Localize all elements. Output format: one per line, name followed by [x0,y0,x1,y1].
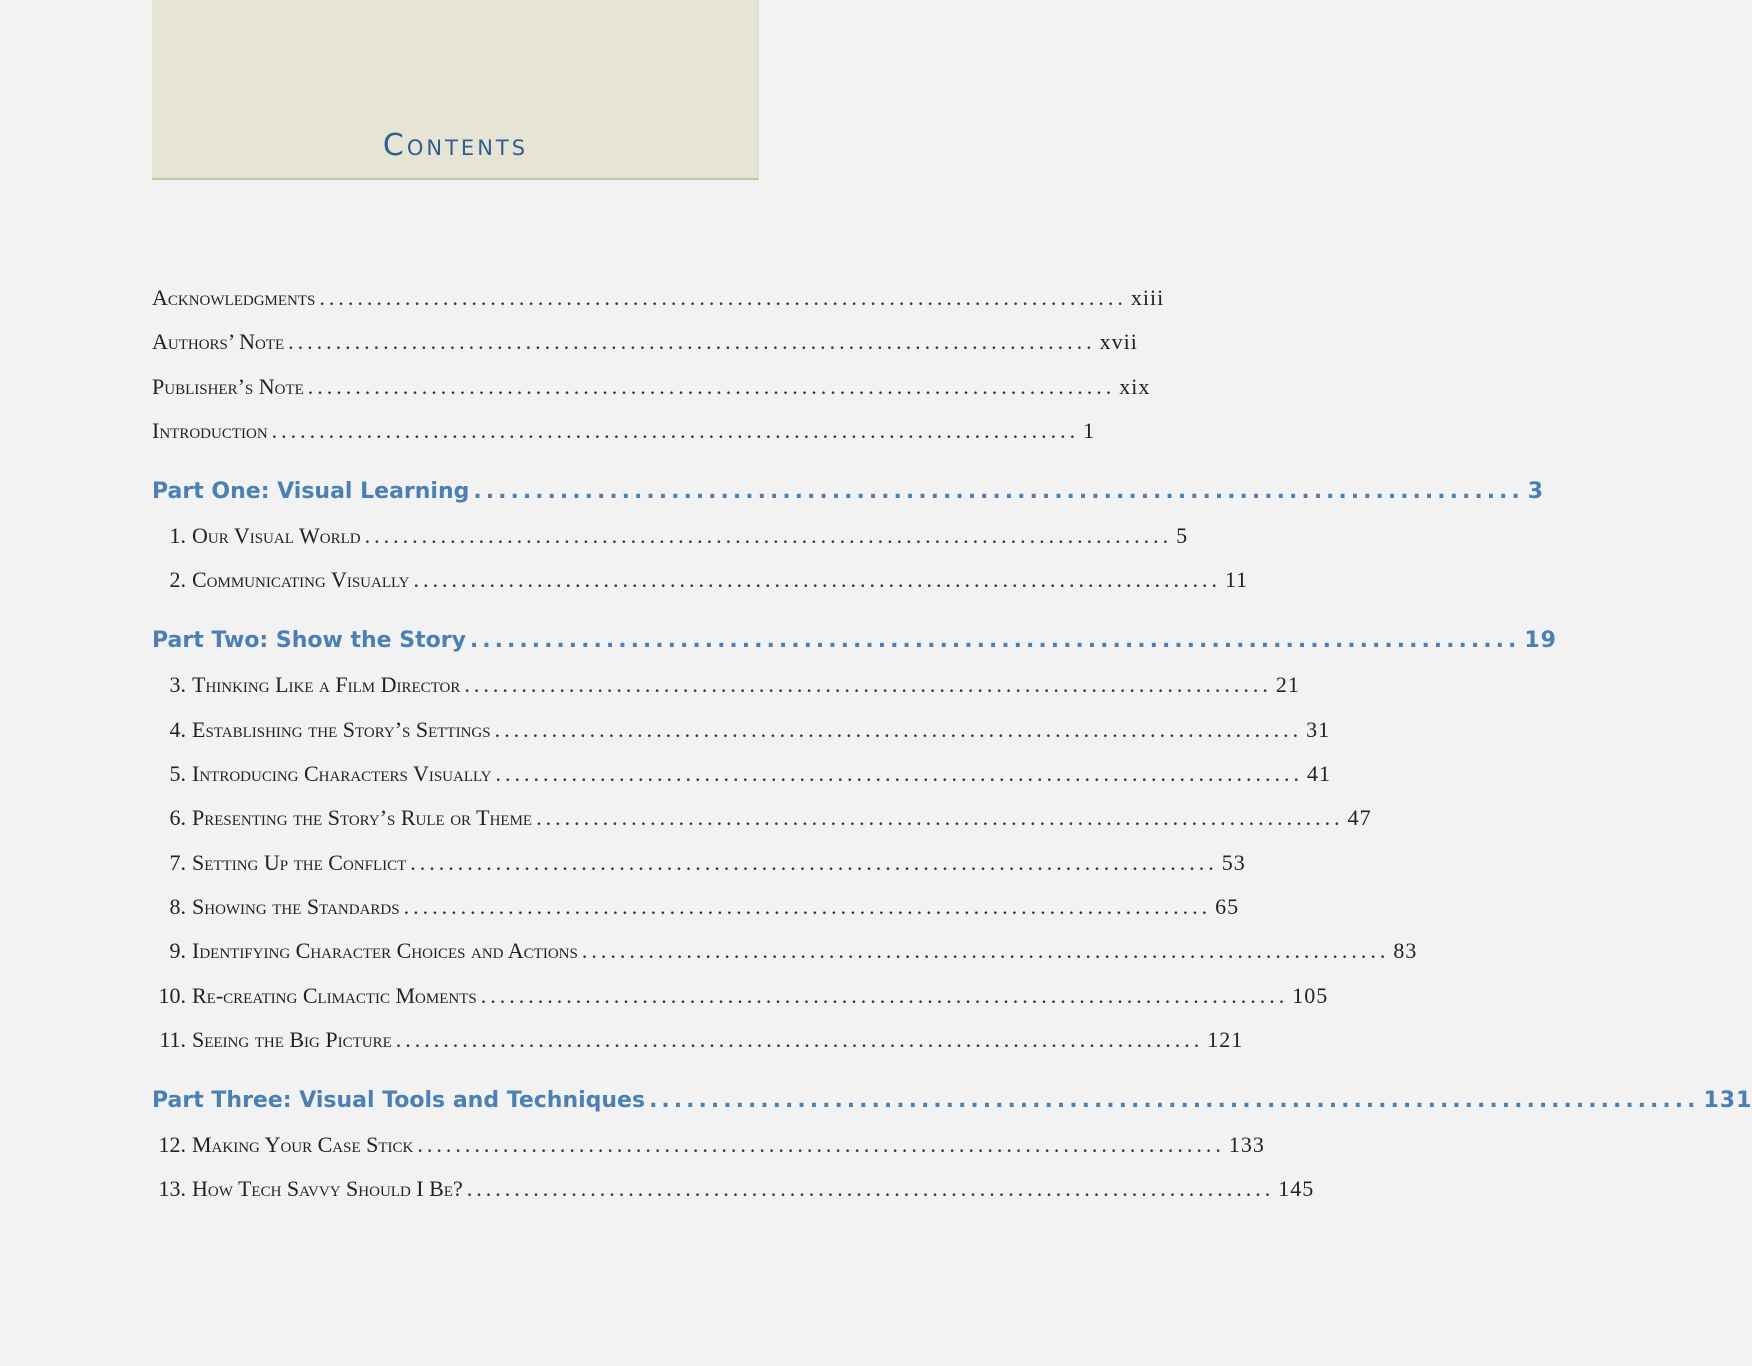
dot-leader: ..................................................................................... [466,1176,1275,1202]
toc-entry-label: Acknowledgments [152,285,316,310]
chapter-page: 47 [1347,805,1372,831]
chapter-title: Communicating Visually [192,567,410,593]
chapter-page: 105 [1292,982,1329,1008]
dot-leader: ..................................................................................... [473,478,1524,504]
toc-chapter-6[interactable] [152,796,1372,840]
toc-entry-publishers-note[interactable] [152,365,1151,409]
chapter-page: 121 [1207,1027,1244,1053]
toc-chapter-9[interactable] [152,929,1418,973]
chapter-title: Setting Up the Conflict [192,849,407,875]
toc-chapter-5[interactable] [152,752,1331,796]
chapter-number: 12. [158,1132,186,1158]
toc-entry-page: 1 [1083,418,1096,444]
dot-leader: ..................................................................................... [469,627,1521,653]
chapter-page: 83 [1393,938,1418,964]
toc-entry-introduction[interactable] [152,409,1096,453]
dot-leader: ..................................................................................... [403,894,1212,920]
toc-entry-label: Introduction [152,418,268,444]
toc-chapter-10[interactable] [152,974,1329,1018]
toc-chapter-3[interactable] [152,663,1300,707]
contents-header-band [152,0,759,180]
dot-leader: ..................................................................................... [288,329,1096,355]
part-page: 131 [1703,1087,1752,1113]
chapter-title: Identifying Character Choices and Actions [192,938,578,964]
chapter-page: 145 [1278,1176,1315,1202]
dot-leader: ..................................................................................... [364,522,1173,548]
chapter-number: 5. [169,760,186,786]
chapter-page: 21 [1275,672,1300,698]
dot-leader: ..................................................................................... [464,672,1272,698]
chapter-number: 4. [169,716,186,742]
chapter-title: Making Your Case Stick [192,1132,414,1158]
chapter-page: 11 [1225,567,1249,593]
chapter-number: 2. [169,567,186,593]
toc-entry-page: xvii [1099,329,1138,355]
chapter-title: Re-creating Climactic Moments [192,982,477,1008]
toc-chapter-2[interactable] [152,558,1249,602]
toc-chapter-4[interactable] [152,708,1331,752]
chapter-page: 41 [1307,760,1331,786]
chapter-number: 7. [169,849,186,875]
toc-entry-page: xix [1119,373,1151,399]
toc-part-three[interactable] [152,1079,1752,1123]
toc-chapter-13[interactable] [152,1167,1315,1211]
chapter-title: Establishing the Story’s Settings [192,716,491,742]
chapter-title: Presenting the Story’s Rule or Theme [192,805,533,831]
dot-leader: ..................................................................................... [410,849,1218,875]
chapter-number: 6. [169,805,186,831]
dot-leader: ..................................................................................... [495,760,1303,786]
part-page: 19 [1524,627,1557,653]
part-title: Part One: Visual Learning [152,478,470,504]
chapter-title: Thinking Like a Film Director [192,672,461,698]
chapter-title: Showing the Standards [192,894,400,920]
dot-leader: ..................................................................................... [319,285,1127,310]
chapter-number: 13. [158,1176,186,1202]
part-page: 3 [1527,478,1545,504]
chapter-title: Our Visual World [192,522,361,548]
dot-leader: ..................................................................................... [536,805,1344,831]
chapter-page: 133 [1228,1132,1265,1158]
chapter-title: How Tech Savvy Should I Be? [192,1176,463,1202]
chapter-page: 53 [1221,849,1246,875]
chapter-page: 31 [1306,716,1331,742]
dot-leader: ..................................................................................... [417,1132,1225,1158]
toc-part-two[interactable] [152,619,1557,663]
toc-chapter-12[interactable] [152,1123,1265,1167]
dot-leader: ..................................................................................... [395,1027,1204,1053]
chapter-number: 1. [169,522,186,548]
part-title: Part Three: Visual Tools and Techniques [152,1087,646,1113]
toc-entry-acknowledgments[interactable] [152,276,1165,320]
chapter-page: 65 [1215,894,1240,920]
chapter-page: 5 [1176,522,1189,548]
toc-entry-authors-note[interactable] [152,320,1138,364]
chapter-number: 11. [159,1027,186,1053]
dot-leader: ..................................................................................... [581,938,1390,964]
page-title: Contents [382,128,529,163]
chapter-number: 3. [169,672,186,698]
chapter-number: 10. [158,982,186,1008]
dot-leader: ..................................................................................... [271,418,1080,444]
chapter-title: Introducing Characters Visually [192,760,492,786]
part-title: Part Two: Show the Story [152,627,466,653]
dot-leader: ..................................................................................... [649,1087,1700,1113]
dot-leader: ..................................................................................... [480,982,1289,1008]
dot-leader: ..................................................................................... [307,373,1116,399]
toc-entry-label: Authors’ Note [152,329,285,355]
toc-chapter-1[interactable] [152,514,1189,558]
dot-leader: ..................................................................................... [413,567,1221,593]
chapter-number: 8. [169,894,186,920]
toc-entry-page: xiii [1130,285,1165,310]
toc-chapter-7[interactable] [152,841,1246,885]
table-of-contents [152,276,1752,1212]
toc-entry-label: Publisher’s Note [152,373,304,399]
toc-part-one[interactable] [152,470,1545,514]
chapter-number: 9. [169,938,186,964]
dot-leader: ..................................................................................... [494,716,1303,742]
toc-chapter-8[interactable] [152,885,1240,929]
toc-chapter-11[interactable] [152,1018,1244,1062]
chapter-title: Seeing the Big Picture [192,1027,392,1053]
